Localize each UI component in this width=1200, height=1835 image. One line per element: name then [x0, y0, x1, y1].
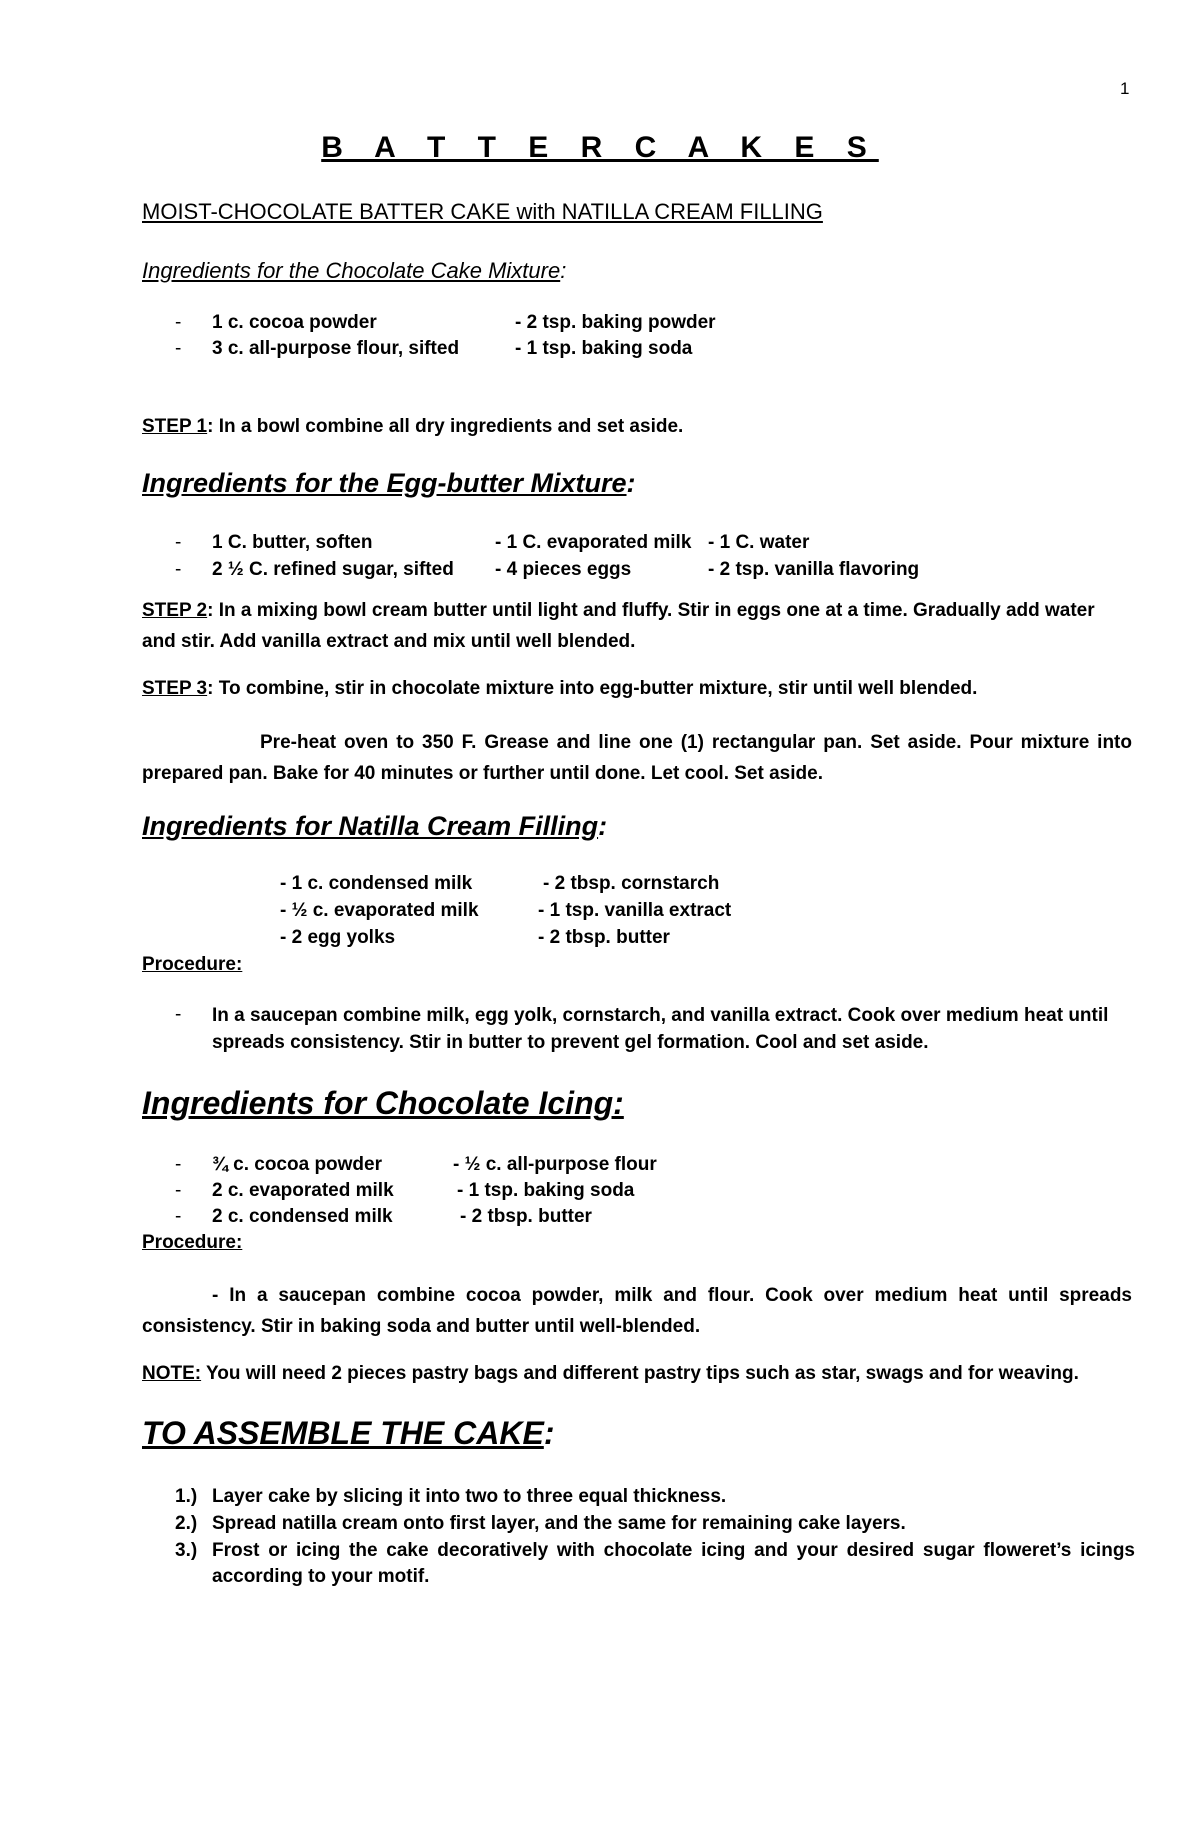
page-number: 1: [1120, 79, 1130, 98]
list-item: - 1 c. condensed milk: [280, 873, 473, 894]
list-item: 3 c. all-purpose flour, sifted: [212, 338, 460, 359]
list-item: - 2 tbsp. cornstarch: [543, 873, 720, 894]
list-bullet: -: [175, 1154, 182, 1175]
page-title: B A T T E R C A K E S: [321, 131, 879, 164]
list-item: - 1 tsp. vanilla extract: [538, 900, 732, 921]
list-item: 3.) Frost or icing the cake decoratively with chocolate icing and your desired sugar floweret’s icings according to your motif.: [175, 1540, 1135, 1587]
recipe-title: MOIST-CHOCOLATE BATTER CAKE with NATILLA CREAM FILLING: [142, 199, 823, 224]
list-item: 2 c. evaporated milk: [212, 1180, 394, 1201]
list-item: ¾ c. cocoa powder: [212, 1154, 382, 1175]
list-item: - 2 tbsp. butter: [538, 927, 670, 948]
assemble-heading: TO ASSEMBLE THE CAKE:: [142, 1415, 555, 1451]
icing-heading: Ingredients for Chocolate Icing:: [142, 1085, 624, 1121]
list-item: - 1 tsp. baking soda: [457, 1180, 635, 1201]
assemble-steps: [175, 1484, 1135, 1591]
list-item: - 4 pieces eggs: [495, 559, 632, 580]
list-item: - ½ c. evaporated milk: [280, 900, 479, 921]
list-item: - 1 tsp. baking soda: [515, 338, 693, 359]
procedure-label: Procedure:: [142, 954, 243, 975]
list-item: - 2 tbsp. butter: [460, 1206, 592, 1227]
list-item: - 2 tsp. vanilla flavoring: [708, 559, 920, 580]
list-bullet: -: [175, 532, 182, 553]
procedure-label: Procedure:: [142, 1232, 243, 1253]
cake-mixture-heading: Ingredients for the Chocolate Cake Mixture:: [142, 258, 567, 283]
list-item: 2 c. condensed milk: [212, 1206, 393, 1227]
list-item: - 1 C. evaporated milk: [495, 532, 692, 553]
list-bullet: -: [175, 312, 182, 333]
list-item: 1 C. butter, soften: [212, 532, 373, 553]
note: NOTE: You will need 2 pieces pastry bags and different pastry tips such as star, swags and for weaving.: [142, 1363, 1079, 1384]
egg-butter-heading: Ingredients for the Egg-butter Mixture:: [142, 468, 636, 498]
preheat-paragraph: Pre-heat oven to 350 F. Grease and line one (1) rectangular pan. Set aside. Pour mixture into prepared pan. Bake for 40 minutes or further until done. Let cool. Set aside.: [142, 732, 1132, 784]
list-item: 1.) Layer cake by slicing it into two to three equal thickness.: [175, 1486, 727, 1507]
list-item: - 2 egg yolks: [280, 927, 396, 948]
list-bullet: -: [175, 1180, 182, 1201]
step-3: STEP 3: To combine, stir in chocolate mixture into egg-butter mixture, stir until well blended.: [142, 678, 978, 699]
step-2: STEP 2: In a mixing bowl cream butter until light and fluffy. Stir in eggs one at a time. Gradually add water and stir. Add vanilla extract and mix until well blended.: [142, 600, 1095, 652]
list-bullet: -: [175, 338, 182, 359]
list-bullet: -: [175, 1206, 182, 1227]
list-item: - 2 tsp. baking powder: [515, 312, 716, 333]
natilla-heading: Ingredients for Natilla Cream Filling:: [142, 811, 608, 841]
list-bullet: -: [175, 1004, 182, 1025]
step-1: STEP 1: In a bowl combine all dry ingredients and set aside.: [142, 416, 684, 437]
list-item: 2.) Spread natilla cream onto first layer, and the same for remaining cake layers.: [175, 1513, 906, 1534]
list-item: 1 c. cocoa powder: [212, 312, 377, 333]
natilla-procedure: In a saucepan combine milk, egg yolk, cornstarch, and vanilla extract. Cook over medium heat until spreads consistency. Stir in butter to prevent gel formation. Cool and set aside.: [212, 1005, 1109, 1053]
list-item: - 1 C. water: [708, 532, 810, 553]
list-bullet: -: [175, 559, 182, 580]
icing-procedure: - In a saucepan combine cocoa powder, milk and flour. Cook over medium heat until spreads consistency. Stir in baking soda and butter until well-blended.: [142, 1285, 1132, 1337]
list-item: - ½ c. all-purpose flour: [453, 1154, 657, 1175]
list-item: 2 ½ C. refined sugar, sifted: [212, 559, 454, 580]
